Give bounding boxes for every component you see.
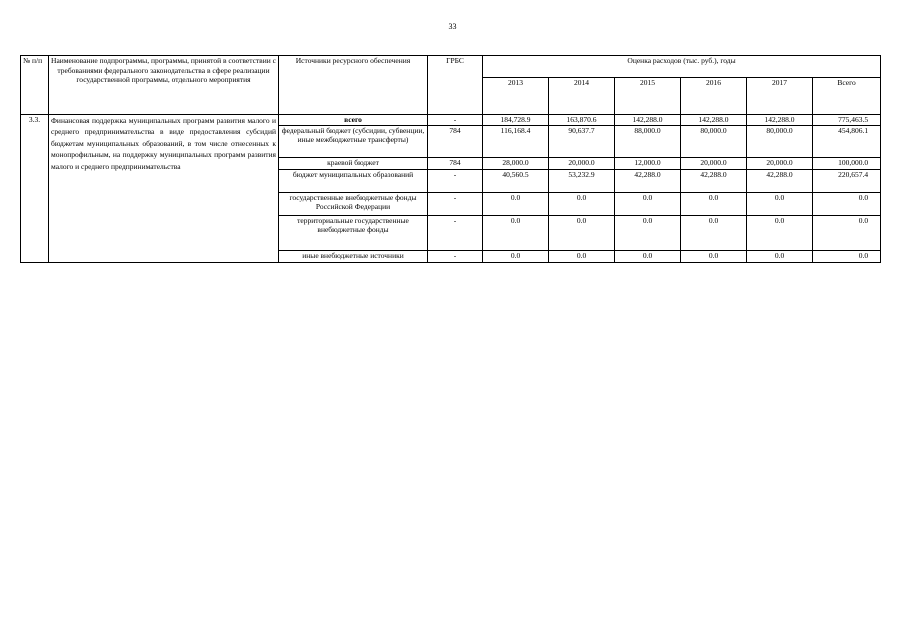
source-cell: иные внебюджетные источники xyxy=(279,250,428,262)
name-header: Наименование подпрограммы, программы, принятой в соответствии с требованиями федерального законодательства в сфере реализации государственной программы, отдельного мероприятия xyxy=(49,56,279,115)
value-cell: 0.0 xyxy=(549,192,615,215)
value-cell: 40,560.5 xyxy=(483,169,549,192)
grbs-cell: - xyxy=(428,169,483,192)
value-cell: 42,288.0 xyxy=(615,169,681,192)
source-header: Источники ресурсного обеспечения xyxy=(279,56,428,115)
grbs-cell: - xyxy=(428,250,483,262)
source-cell: всего xyxy=(279,115,428,126)
total-cell: 0.0 xyxy=(813,215,881,250)
value-cell: 20,000.0 xyxy=(747,157,813,169)
value-cell: 0.0 xyxy=(747,250,813,262)
total-cell: 220,657.4 xyxy=(813,169,881,192)
value-cell: 0.0 xyxy=(681,192,747,215)
value-cell: 0.0 xyxy=(681,250,747,262)
total-header: Всего xyxy=(813,78,881,115)
value-cell: 142,288.0 xyxy=(747,115,813,126)
program-number: 3.3. xyxy=(21,115,49,263)
value-cell: 42,288.0 xyxy=(681,169,747,192)
program-name: Финансовая поддержка муниципальных программ развития малого и среднего предпринимательства в виде предоставления субсидий бюджетам муниципальных образований, в том числе отнесенных к монопрофильным, на поддержку муниципальных программ развития малого и среднего предпринимательства xyxy=(49,115,279,263)
value-cell: 28,000.0 xyxy=(483,157,549,169)
table-row xyxy=(21,115,881,126)
value-cell: 0.0 xyxy=(483,215,549,250)
total-cell: 100,000.0 xyxy=(813,157,881,169)
grbs-cell: 784 xyxy=(428,157,483,169)
total-cell: 454,806.1 xyxy=(813,125,881,157)
value-cell: 0.0 xyxy=(483,250,549,262)
source-cell: территориальные государственные внебюджетные фонды xyxy=(279,215,428,250)
resource-table xyxy=(20,55,881,263)
value-cell: 0.0 xyxy=(615,192,681,215)
source-cell: федеральный бюджет (субсидии, субвенции, иные межбюджетные трансферты) xyxy=(279,125,428,157)
source-cell: краевой бюджет xyxy=(279,157,428,169)
grbs-cell: - xyxy=(428,215,483,250)
year-header: 2013 xyxy=(483,78,549,115)
total-cell: 0.0 xyxy=(813,192,881,215)
value-cell: 90,637.7 xyxy=(549,125,615,157)
value-cell: 142,288.0 xyxy=(681,115,747,126)
value-cell: 0.0 xyxy=(747,192,813,215)
grbs-header: ГРБС xyxy=(428,56,483,115)
value-cell: 12,000.0 xyxy=(615,157,681,169)
value-cell: 0.0 xyxy=(549,215,615,250)
year-header: 2017 xyxy=(747,78,813,115)
value-cell: 0.0 xyxy=(483,192,549,215)
source-cell: бюджет муниципальных образований xyxy=(279,169,428,192)
header-row-top xyxy=(21,56,881,78)
value-cell: 80,000.0 xyxy=(681,125,747,157)
value-cell: 0.0 xyxy=(615,250,681,262)
year-header: 2014 xyxy=(549,78,615,115)
value-cell: 42,288.0 xyxy=(747,169,813,192)
value-cell: 116,168.4 xyxy=(483,125,549,157)
estimate-header: Оценка расходов (тыс. руб.), годы xyxy=(483,56,881,78)
total-cell: 0.0 xyxy=(813,250,881,262)
total-cell: 775,463.5 xyxy=(813,115,881,126)
value-cell: 0.0 xyxy=(747,215,813,250)
value-cell: 20,000.0 xyxy=(549,157,615,169)
value-cell: 0.0 xyxy=(549,250,615,262)
page-number: 33 xyxy=(448,22,457,31)
grbs-cell: - xyxy=(428,192,483,215)
year-header: 2016 xyxy=(681,78,747,115)
source-cell: государственные внебюджетные фонды Российской Федерации xyxy=(279,192,428,215)
value-cell: 20,000.0 xyxy=(681,157,747,169)
value-cell: 0.0 xyxy=(681,215,747,250)
year-header: 2015 xyxy=(615,78,681,115)
num-header: № п/п xyxy=(21,56,49,115)
value-cell: 80,000.0 xyxy=(747,125,813,157)
grbs-cell: - xyxy=(428,115,483,126)
value-cell: 53,232.9 xyxy=(549,169,615,192)
value-cell: 163,870.6 xyxy=(549,115,615,126)
value-cell: 142,288.0 xyxy=(615,115,681,126)
value-cell: 0.0 xyxy=(615,215,681,250)
value-cell: 184,728.9 xyxy=(483,115,549,126)
value-cell: 88,000.0 xyxy=(615,125,681,157)
grbs-cell: 784 xyxy=(428,125,483,157)
